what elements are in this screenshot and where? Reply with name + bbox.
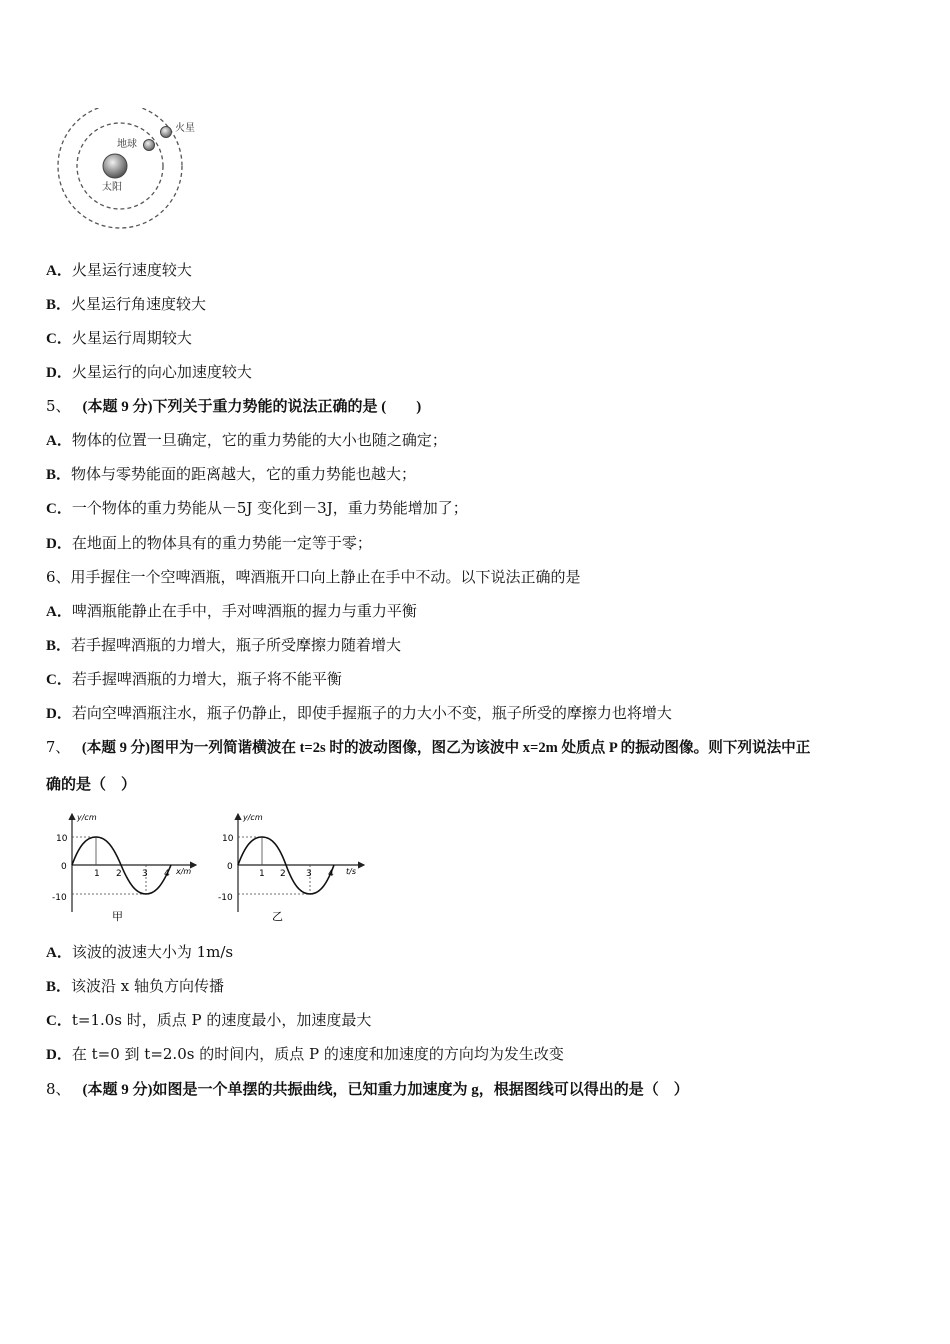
x-tick-2: 2 <box>116 869 122 879</box>
y-tick-neg10: -10 <box>52 893 67 903</box>
sun-icon <box>103 154 127 178</box>
q4-option-b: B．火星运行角速度较大 <box>46 295 207 313</box>
q4-option-a: A．火星运行速度较大 <box>46 261 192 279</box>
q8-stem: 8、 (本题 9 分)如图是一个单摆的共振曲线，已知重力加速度为 g，根据图线可以得出的是（ ） <box>46 1080 689 1098</box>
mars-label: 火星 <box>175 123 195 134</box>
q6-stem: 6、用手握住一个空啤酒瓶，啤酒瓶开口向上静止在手中不动。以下说法正确的是 <box>46 568 581 586</box>
x-tick-2: 2 <box>280 869 286 879</box>
q7-option-b: B．该波沿 x 轴负方向传播 <box>46 977 225 995</box>
mars-icon <box>161 127 172 138</box>
q7-stem-line2: 确的是（ ） <box>46 777 137 793</box>
q5-option-c: C．一个物体的重力势能从－5J 变化到－3J，重力势能增加了； <box>46 499 468 517</box>
q7-option-a: A．该波的波速大小为 1m/s <box>46 943 234 961</box>
y-tick-0: 0 <box>227 862 233 872</box>
x-tick-1: 1 <box>259 869 265 879</box>
caption-jia: 甲 <box>112 910 123 923</box>
y-axis-label: y/cm <box>243 813 263 822</box>
x-tick-1: 1 <box>94 869 100 879</box>
q6-option-d: D．若向空啤酒瓶注水，瓶子仍静止，即使手握瓶子的力大小不变，瓶子所受的摩擦力也将增大 <box>46 704 672 722</box>
sun-label: 太阳 <box>102 182 122 193</box>
x-tick-3: 3 <box>142 869 148 879</box>
wave-graph-jia <box>46 808 206 926</box>
y-tick-10: 10 <box>222 834 234 844</box>
q6-option-a: A．啤酒瓶能静止在手中，手对啤酒瓶的握力与重力平衡 <box>46 602 417 620</box>
q7-option-d: D．在 t=0 到 t=2.0s 的时间内，质点 P 的速度和加速度的方向均为发生改变 <box>46 1045 564 1063</box>
y-tick-0: 0 <box>61 862 67 872</box>
q4-option-d: D．火星运行的向心加速度较大 <box>46 363 252 381</box>
x-axis-label: t/s <box>346 867 356 876</box>
q6-option-c: C．若手握啤酒瓶的力增大，瓶子将不能平衡 <box>46 670 342 688</box>
q5-option-b: B．物体与零势能面的距离越大，它的重力势能也越大； <box>46 465 417 483</box>
q7-option-c: C．t=1.0s 时，质点 P 的速度最小，加速度最大 <box>46 1011 372 1029</box>
earth-icon <box>144 140 155 151</box>
y-tick-10: 10 <box>56 834 68 844</box>
y-axis-label: y/cm <box>77 813 97 822</box>
q5-option-d: D．在地面上的物体具有的重力势能一定等于零； <box>46 534 372 552</box>
q5-stem: 5、 (本题 9 分)下列关于重力势能的说法正确的是 ( ) <box>46 397 422 415</box>
x-axis-label: x/m <box>176 867 192 876</box>
earth-label: 地球 <box>117 139 137 150</box>
q4-option-c: C．火星运行周期较大 <box>46 329 192 347</box>
q5-option-a: A．物体的位置一旦确定，它的重力势能的大小也随之确定； <box>46 431 447 449</box>
y-tick-neg10: -10 <box>218 893 233 903</box>
orbit-figure <box>48 108 218 233</box>
vibration-graph-yi <box>214 808 374 926</box>
x-tick-4: 4 <box>164 869 170 879</box>
x-tick-4: 4 <box>328 869 334 879</box>
x-tick-3: 3 <box>306 869 312 879</box>
q6-option-b: B．若手握啤酒瓶的力增大，瓶子所受摩擦力随着增大 <box>46 636 402 654</box>
q7-stem-line1: 7、 (本题 9 分)图甲为一列简谐横波在 t=2s 时的波动图像，图乙为该波中 x=2m 处质点 P 的振动图像。则下列说法中正 <box>46 739 811 756</box>
caption-yi: 乙 <box>272 910 283 923</box>
